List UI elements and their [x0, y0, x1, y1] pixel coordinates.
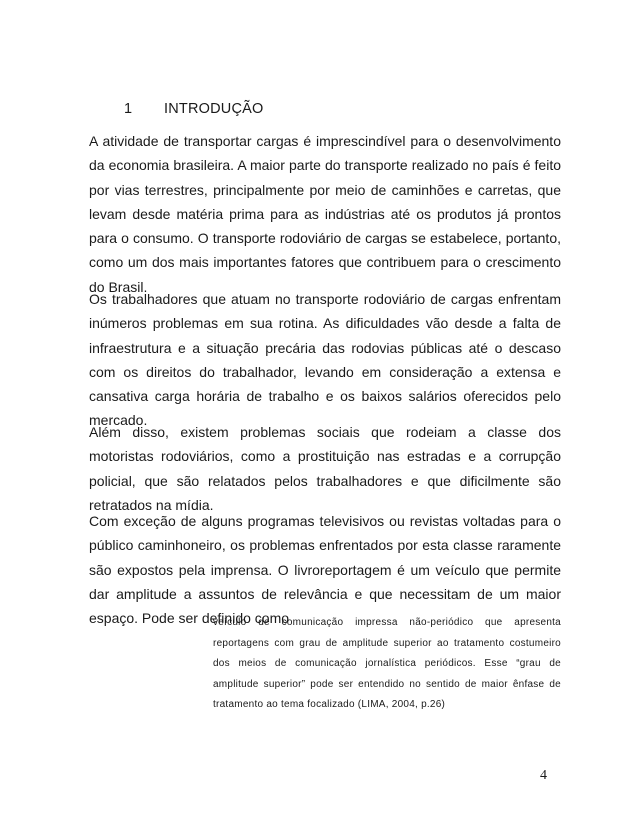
- paragraph-1: A atividade de transportar cargas é imprescindível para o desenvolvimento da economia brasileira. A maior parte do transporte realizado no país é feito por vias terrestres, principalmente por meio de caminhões e carretas, que levam desde matéria prima para as indústrias até os produtos já prontos para o consumo. O transporte rodoviário de cargas se estabelece, portanto, como um dos mais importantes fatores que contribuem para o crescimento do Brasil.: [89, 133, 561, 295]
- section-title: INTRODUÇÃO: [164, 101, 264, 117]
- block-quote: veículo de comunicação impressa não-periódico que apresenta reportagens com grau de amplitude superior ao tratamento costumeiro dos meios de comunicação jornalística periódicos. Esse “grau de amplitude superior” pode ser entendido no sentido de maior ênfase de tratamento ao tema focalizado (LIMA, 2004, p.26): [213, 617, 561, 710]
- paragraph-3: Além disso, existem problemas sociais que rodeiam a classe dos motoristas rodoviários, como a prostituição nas estradas e a corrupção policial, que são relatados pelos trabalhadores e que dificilmente são retratados na mídia.: [89, 424, 561, 513]
- paragraph-4: Com exceção de alguns programas televisivos ou revistas voltadas para o público caminhoneiro, os problemas enfrentados por esta classe raramente são expostos pela imprensa. O livroreportagem é um veículo que permite dar amplitude a assuntos de relevância e que necessitam de um maior espaço. Pode ser definido como: [89, 513, 561, 627]
- page-number: 4: [540, 768, 547, 783]
- section-heading: [124, 101, 263, 117]
- section-number: 1: [124, 101, 133, 117]
- paragraph-2: Os trabalhadores que atuam no transporte rodoviário de cargas enfrentam inúmeros problemas em sua rotina. As dificuldades vão desde a falta de infraestrutura e a situação precária das rodovias públicas até o descaso com os direitos do trabalhador, levando em consideração a extensa e cansativa carga horária de trabalho e os baixos salários oferecidos pelo mercado.: [89, 291, 561, 429]
